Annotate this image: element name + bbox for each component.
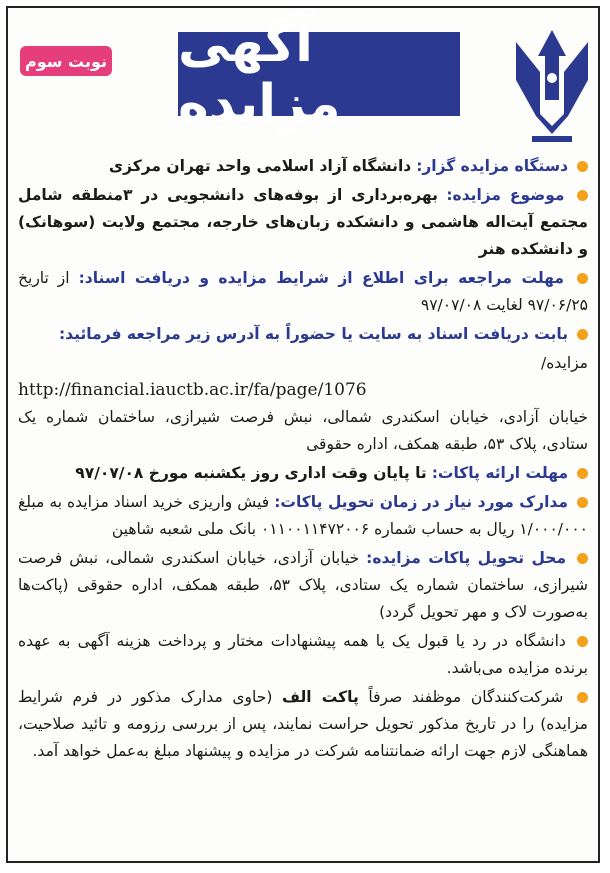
- address-value: خیابان آزادی، خیابان اسکندری شمالی، نبش فرصت شیرازی، ساختمان شماره یک ستادی، پلاک ۵۳، طبقه همکف، اداره حقوقی: [18, 408, 588, 453]
- docs-prefix: مزایده/: [541, 354, 588, 372]
- organizer-row: [18, 153, 588, 180]
- note2-packet: پاکت الف: [282, 688, 359, 706]
- bullet-dot-icon: [577, 273, 588, 284]
- docs-label: بابت دریافت اسناد به سایت یا حضوراً به آدرس زیر مراجعه فرمائید:: [58, 325, 569, 343]
- bullet-dot-icon: [577, 161, 588, 172]
- organizer-label: دستگاه مزایده گزار:: [416, 157, 569, 175]
- note2-start: شرکت‌کنندگان موظفند صرفاً: [368, 688, 564, 706]
- note1-text: دانشگاه در رد یا قبول یک یا همه پیشنهادات مختار و پرداخت هزینه آگهی به عهده برنده مزایده می‌باشد.: [18, 632, 588, 677]
- delivery-value: خیابان آزادی، خیابان اسکندری شمالی، نبش فرصت شیرازی، ساختمان شماره یک ستادی، پلاک ۵۳، طبقه همکف، اداره حقوقی (پاکت‌ها به‌صورت لاک و مهر تحویل گردد): [18, 549, 588, 621]
- organizer-value: دانشگاه آزاد اسلامی واحد تهران مرکزی: [108, 157, 412, 175]
- bullet-dot-icon: [577, 468, 588, 479]
- notice-body: [18, 153, 588, 767]
- note-row-1: [18, 628, 588, 682]
- packet-deadline-label: مهلت ارائه پاکات:: [431, 464, 569, 482]
- docs-row: [18, 321, 588, 348]
- bullet-dot-icon: [577, 553, 588, 564]
- delivery-row: [18, 545, 588, 626]
- note-row-2: [18, 684, 588, 765]
- university-emblem-icon: [512, 22, 592, 146]
- notice-title: آگهی مزایده: [178, 32, 460, 116]
- note2-end: (حاوی مدارک مذکور در فرم شرایط مزایده) را در تاریخ مذکور تحویل حراست نمایند، پس از بررسی رزومه و تائید صلاحیت، هماهنگی لازم جهت ارائه ضمانتنامه شرکت در مزایده و پیشنهاد مبلغ به‌عمل خواهد آمد.: [18, 688, 588, 760]
- notice-frame: [6, 6, 600, 863]
- subject-value: بهره‌برداری از بوفه‌های دانشجویی در ۳منطقه شامل مجتمع آیت‌اله هاشمی و دانشکده زبان‌های خارجه، مجتمع ولایت (سوهانک) و دانشکده هنر: [18, 186, 588, 258]
- bullet-dot-icon: [577, 692, 588, 703]
- bullet-dot-icon: [577, 190, 588, 201]
- required-docs-row: [18, 489, 588, 543]
- packet-deadline-row: [18, 460, 588, 487]
- subject-row: [18, 182, 588, 263]
- subject-label: موضوع مزایده:: [446, 186, 565, 204]
- address-row: [18, 404, 588, 458]
- delivery-label: محل تحویل پاکات مزایده:: [366, 549, 567, 567]
- round-badge: نوبت سوم: [20, 46, 112, 76]
- packet-deadline-value: تا پایان وقت اداری روز یکشنبه مورخ ۹۷/۰۷/۰۸: [75, 464, 427, 482]
- required-docs-value: فیش واریزی خرید اسناد مزایده به مبلغ ۱/۰۰۰/۰۰۰ ریال به حساب شماره ۰۱۱۰۰۱۱۴۷۲۰۰۶ بانک ملی شعبه شاهین: [18, 493, 588, 538]
- deadline-row: [18, 265, 588, 319]
- bullet-dot-icon: [577, 497, 588, 508]
- deadline-label: مهلت مراجعه برای اطلاع از شرایط مزایده و دریافت اسناد:: [78, 269, 565, 287]
- required-docs-label: مدارک مورد نیاز در زمان تحویل پاکات:: [274, 493, 568, 511]
- url-row: [18, 350, 588, 404]
- bullet-dot-icon: [577, 329, 588, 340]
- deadline-value: از تاریخ ۹۷/۰۶/۲۵ لغایت ۹۷/۰۷/۰۸: [18, 269, 588, 314]
- bullet-dot-icon: [577, 636, 588, 647]
- docs-url-link[interactable]: http://financial.iauctb.ac.ir/fa/page/1076: [18, 380, 367, 400]
- notice-header: [8, 8, 598, 153]
